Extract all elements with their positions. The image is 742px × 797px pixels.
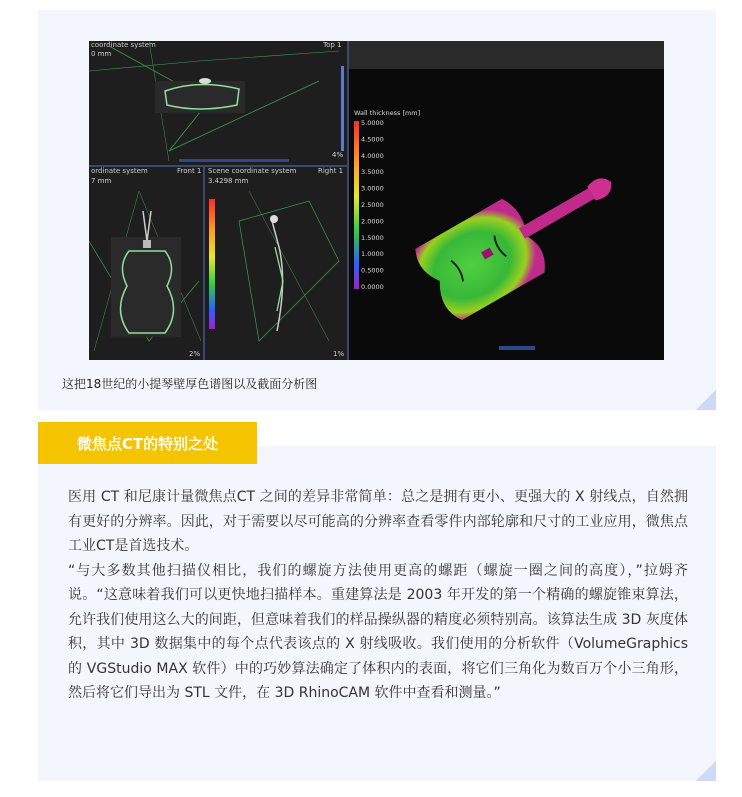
violin-ct-figure <box>89 41 664 360</box>
svg-text:3.4298 mm: 3.4298 mm <box>208 177 249 185</box>
legend-title: Wall thickness [mm] <box>354 109 421 117</box>
render-panel <box>349 41 664 360</box>
thickness-colorbar <box>354 121 359 289</box>
legend-tick-label: 4.0000 <box>361 151 384 160</box>
svg-text:Front 1: Front 1 <box>177 167 202 175</box>
top-view-label: Top 1 <box>323 41 342 49</box>
right-view-panel <box>205 167 347 360</box>
svg-text:ordinate system: ordinate system <box>91 167 148 175</box>
page-fold-corner <box>696 390 716 410</box>
top-view-title: coordinate system <box>91 41 156 49</box>
legend-tick-label: 2.0000 <box>361 217 384 226</box>
paragraph: 医用 CT 和尼康计量微焦点CT 之间的差异非常简单：总之是拥有更小、更强大的 X 射线点，自然拥有更好的分辨率。因此，对于需要以尽可能高的分辨率查看零件内部轮廓和尺寸的工业应用，微焦点工业CT是首选技术。 <box>68 489 688 554</box>
svg-text:0 mm: 0 mm <box>91 50 112 58</box>
paragraph: “与大多数其他扫描仪相比，我们的螺旋方法使用更高的螺距（螺旋一圈之间的高度），”拉姆齐说。“这意味着我们可以更快地扫描样本。重建算法是 2003 年开发的第一个精确的螺旋锥束算法，允许我们使用这么大的间距，但意味着我们的样品操纵器的精度必须特别高。该算法生成 3D 灰度体积，其中 3D 数据集中的每个点代表该点的 X 射线吸收。我们使用的分析软件（VolumeGraphics 的 VGStudio MAX 软件）中的巧妙算法确定了体积内的表面，将它们三角化为数百万个小三角形，然后将它们导出为 STL 文件，在 3D RhinoCAM 软件中查看和测量。” <box>68 562 688 701</box>
legend-tick-label: 4.5000 <box>361 135 384 144</box>
svg-text:Right 1: Right 1 <box>318 167 344 175</box>
legend-tick-label: 0.0000 <box>361 283 384 291</box>
ct-analysis-image <box>89 41 664 360</box>
figure-caption: 这把18世纪的小提琴壁厚色谱图以及截面分析图 <box>62 377 318 391</box>
legend-tick-label: 3.5000 <box>361 168 384 177</box>
svg-text:2%: 2% <box>189 350 201 358</box>
svg-text:4%: 4% <box>332 151 344 159</box>
legend-tick-label: 1.0000 <box>361 250 384 259</box>
legend-tick-label: 1.5000 <box>361 233 384 242</box>
section-heading: 微焦点CT的特别之处 <box>38 422 257 464</box>
svg-text:Scene coordinate system: Scene coordinate system <box>208 167 297 175</box>
legend-tick-label: 2.5000 <box>361 201 384 209</box>
legend-tick-label: 5.0000 <box>361 119 384 127</box>
legend-tick-label: 0.5000 <box>361 266 384 275</box>
article-body <box>68 485 688 706</box>
svg-text:1%: 1% <box>333 350 345 358</box>
page-fold-corner <box>696 761 716 781</box>
svg-text:7 mm: 7 mm <box>91 177 112 185</box>
legend-tick-label: 3.0000 <box>361 184 384 193</box>
